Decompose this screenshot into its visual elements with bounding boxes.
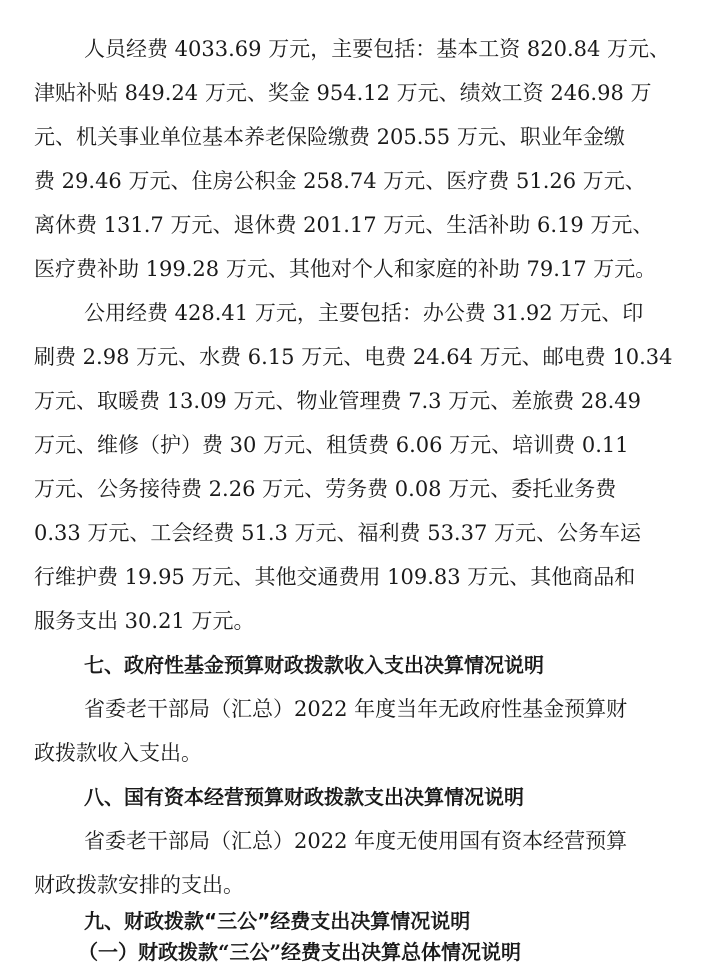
paragraph-line: 0.33 万元、工会经费 51.3 万元、福利费 53.37 万元、公务车运 xyxy=(34,521,642,545)
paragraph-line: 财政拨款安排的支出。 xyxy=(34,873,244,897)
paragraph-line: 省委老干部局（汇总）2022 年度当年无政府性基金预算财 xyxy=(84,697,628,721)
paragraph-line: 政拨款收入支出。 xyxy=(34,741,202,765)
paragraph-line: 公用经费 428.41 万元，主要包括：办公费 31.92 万元、印 xyxy=(84,301,644,325)
paragraph-line: 万元、公务接待费 2.26 万元、劳务费 0.08 万元、委托业务费 xyxy=(34,477,617,501)
paragraph-line: 万元、维修（护）费 30 万元、租赁费 6.06 万元、培训费 0.11 xyxy=(34,433,629,457)
paragraph-line: 万元、取暖费 13.09 万元、物业管理费 7.3 万元、差旅费 28.49 xyxy=(34,389,642,413)
paragraph-line: 津贴补贴 849.24 万元、奖金 954.12 万元、绩效工资 246.98 万 xyxy=(34,81,652,105)
paragraph-line: 刷费 2.98 万元、水费 6.15 万元、电费 24.64 万元、邮电费 10.34 xyxy=(34,345,673,369)
section-heading-7: 七、政府性基金预算财政拨款收入支出决算情况说明 xyxy=(84,653,544,677)
paragraph-line: 行维护费 19.95 万元、其他交通费用 109.83 万元、其他商品和 xyxy=(34,565,636,589)
subsection-heading-9-1: （一）财政拨款“三公”经费支出决算总体情况说明 xyxy=(78,940,522,964)
paragraph-line: 医疗费补助 199.28 万元、其他对个人和家庭的补助 79.17 万元。 xyxy=(34,257,657,281)
section-heading-8: 八、国有资本经营预算财政拨款支出决算情况说明 xyxy=(84,785,524,809)
paragraph-line: 费 29.46 万元、住房公积金 258.74 万元、医疗费 51.26 万元、 xyxy=(34,169,646,193)
paragraph-line: 省委老干部局（汇总）2022 年度无使用国有资本经营预算 xyxy=(84,829,628,853)
section-heading-9: 九、财政拨款“三公”经费支出决算情况说明 xyxy=(84,909,471,933)
paragraph-line: 人员经费 4033.69 万元，主要包括：基本工资 820.84 万元、 xyxy=(84,37,671,61)
paragraph-line: 服务支出 30.21 万元。 xyxy=(34,609,255,633)
paragraph-line: 离休费 131.7 万元、退休费 201.17 万元、生活补助 6.19 万元、 xyxy=(34,213,654,237)
paragraph-line: 元、机关事业单位基本养老保险缴费 205.55 万元、职业年金缴 xyxy=(34,125,625,149)
